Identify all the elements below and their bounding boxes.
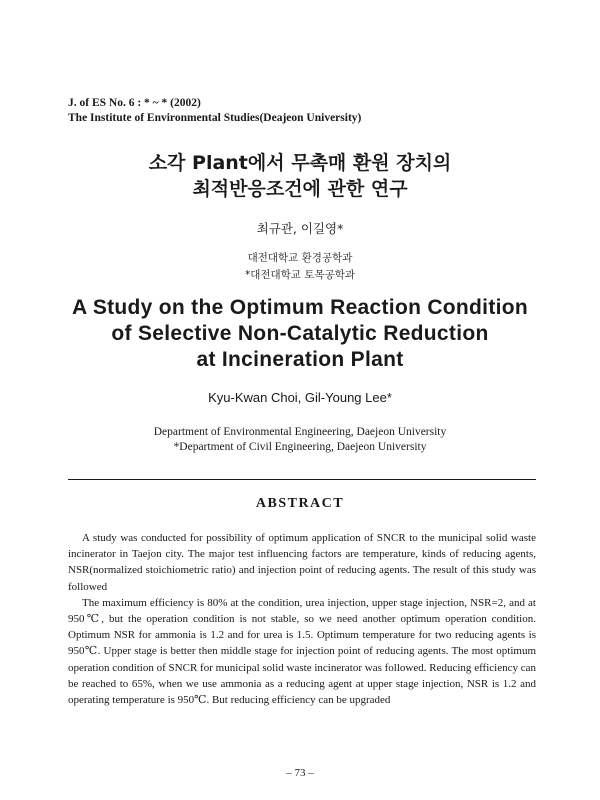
english-affiliation-1: Department of Environmental Engineering, Daejeon University <box>153 426 447 438</box>
section-divider <box>68 479 536 480</box>
english-title <box>0 295 600 373</box>
abstract-paragraph-1: A study was conducted for possibility of optimum application of SNCR to the municipal solid waste incinerator in Taejon city. The major test influencing factors are temperature, kinds of reducing agents, NSR(normalized stoichiometric ratio) and injection point of reducing agents. The result of this study was followed <box>68 532 536 593</box>
korean-affiliation-2: *대전대학교 토목공학과 <box>244 269 356 281</box>
english-affiliations <box>0 425 600 455</box>
journal-header <box>68 96 361 126</box>
korean-authors: 최규관, 이길영* <box>256 221 344 236</box>
korean-title-line-2: 최적반응조건에 관한 연구 <box>192 178 408 200</box>
english-authors: Kyu-Kwan Choi, Gil-Young Lee* <box>208 390 392 405</box>
korean-affiliation-1: 대전대학교 환경공학과 <box>247 252 353 264</box>
korean-title <box>0 150 600 202</box>
english-title-line-1: A Study on the Optimum Reaction Condition <box>72 296 528 319</box>
journal-institute: The Institute of Environmental Studies(Deajeon University) <box>68 112 362 124</box>
english-affiliation-2: *Department of Civil Engineering, Daejeon University <box>173 441 427 453</box>
korean-title-line-1: 소각 Plant에서 무촉매 환원 장치의 <box>148 152 452 174</box>
english-title-line-3: at Incineration Plant <box>196 348 404 371</box>
journal-citation: J. of ES No. 6 : * ~ * (2002) <box>68 97 201 109</box>
english-title-line-2: of Selective Non-Catalytic Reduction <box>111 322 489 345</box>
abstract-paragraph-2: The maximum efficiency is 80% at the condition, urea injection, upper stage injection, NSR=2, and at 950℃, but the operation condition is not stable, so we need another optimum operation condition. Optimum NSR for ammonia is 1.2 and for urea is 1.5. Optimum temperature for two reducing agents is 950℃. Upper stage is better then middle stage for injection point of reducing agents. The most optimum operation condition of SNCR for municipal solid waste incinerator was followed. Reducing efficiency can be reached to 65%, when we use ammonia as a reducing agent at upper stage injection, NSR is 1.2 and operating temperature is 950℃. But reducing efficiency can be upgraded <box>68 596 536 707</box>
abstract-heading: ABSTRACT <box>255 496 345 511</box>
korean-affiliations <box>0 250 600 284</box>
abstract-body <box>68 530 536 708</box>
page-number: – 73 – <box>286 767 314 779</box>
